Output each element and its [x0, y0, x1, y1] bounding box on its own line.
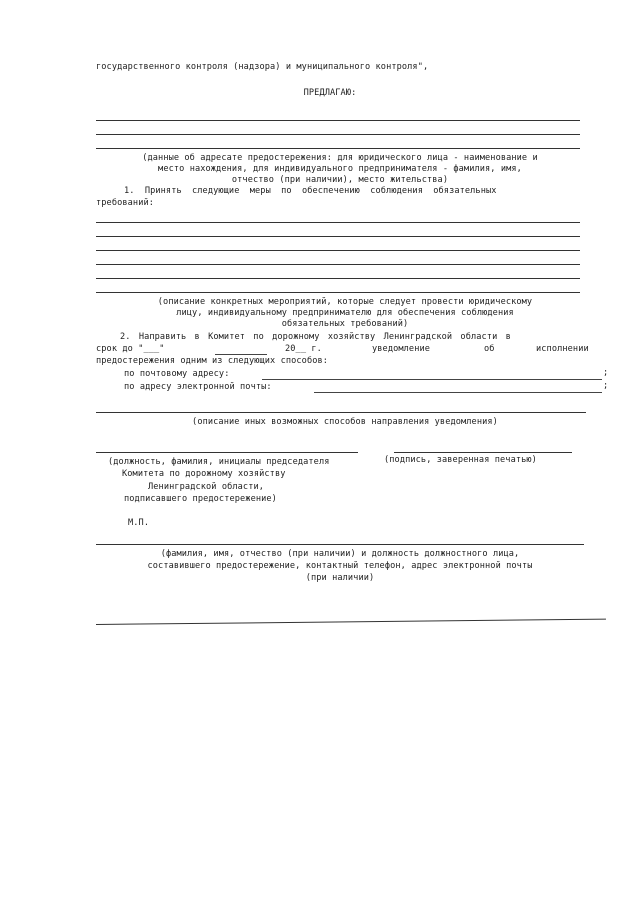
- email-semicolon: ;: [603, 381, 609, 391]
- signature-note: (подпись, заверенная печатью): [384, 455, 537, 465]
- blank-line: [96, 412, 586, 413]
- blank-line: [96, 236, 580, 237]
- postal-semicolon: ;: [603, 368, 609, 378]
- item2-year: 20__ г.: [285, 344, 322, 354]
- official-note-line: составившего предостережение, контактный телефон, адрес электронной почты: [147, 561, 533, 571]
- item2-line: предостережения одним из следующих способов:: [96, 356, 329, 366]
- addressee-note-line: отчество (при наличии), место жительства): [231, 175, 449, 185]
- email-blank: [314, 392, 602, 393]
- blank-line: [96, 544, 584, 545]
- blank-line: [96, 292, 580, 293]
- postal-label: по почтовому адресу:: [124, 369, 230, 379]
- signatory-line: Ленинградской области,: [148, 482, 265, 492]
- measures-note-line: (описание конкретных мероприятий, которые следует провести юридическому: [157, 297, 533, 307]
- seal-mark: М.П.: [128, 518, 150, 528]
- signatory-line: Комитета по дорожному хозяйству: [122, 469, 286, 479]
- item1-line: требований:: [96, 198, 155, 208]
- official-note-line: (при наличии): [305, 573, 375, 583]
- other-methods-note: (описание иных возможных способов направления уведомления): [192, 417, 498, 427]
- signatory-line: (должность, фамилия, инициалы председателя: [108, 457, 330, 467]
- measures-note-line: обязательных требований): [281, 319, 409, 329]
- signatory-line: подписавшего предостережение): [124, 494, 277, 504]
- blank-line: [96, 250, 580, 251]
- item2-deadline-prefix: срок до "___": [96, 344, 165, 354]
- item2-notification: уведомление: [372, 344, 431, 354]
- postal-blank: [262, 379, 602, 380]
- intro-line: государственного контроля (надзора) и муниципального контроля",: [96, 62, 429, 72]
- item2-execution: исполнении: [536, 344, 589, 354]
- blank-line: [96, 452, 358, 453]
- official-note-line: (фамилия, имя, отчество (при наличии) и должность должностного лица,: [160, 549, 520, 559]
- blank-line: [96, 120, 580, 121]
- blank-line: [96, 278, 580, 279]
- addressee-note-line: место нахождения, для индивидуального предпринимателя - фамилия, имя,: [158, 164, 522, 174]
- item2-line: 2. Направить в Комитет по дорожному хозяйству Ленинградской области в: [120, 332, 511, 342]
- blank-line: [96, 148, 580, 149]
- proposal-heading: ПРЕДЛАГАЮ:: [303, 88, 357, 98]
- item2-about: об: [484, 344, 495, 354]
- addressee-note-line: (данные об адресате предостережения: для юридического лица - наименование и: [142, 153, 538, 163]
- item1-line: 1. Принять следующие меры по обеспечению соблюдения обязательных: [124, 186, 497, 196]
- blank-line: [394, 452, 572, 453]
- bottom-rule: [96, 619, 606, 625]
- measures-note-line: лицу, индивидуальному предпринимателю для обеспечения соблюдения: [176, 308, 514, 318]
- blank-line: [96, 134, 580, 135]
- blank-line: [96, 264, 580, 265]
- email-label: по адресу электронной почты:: [124, 382, 272, 392]
- blank-line: [96, 222, 580, 223]
- month-blank: [215, 354, 267, 355]
